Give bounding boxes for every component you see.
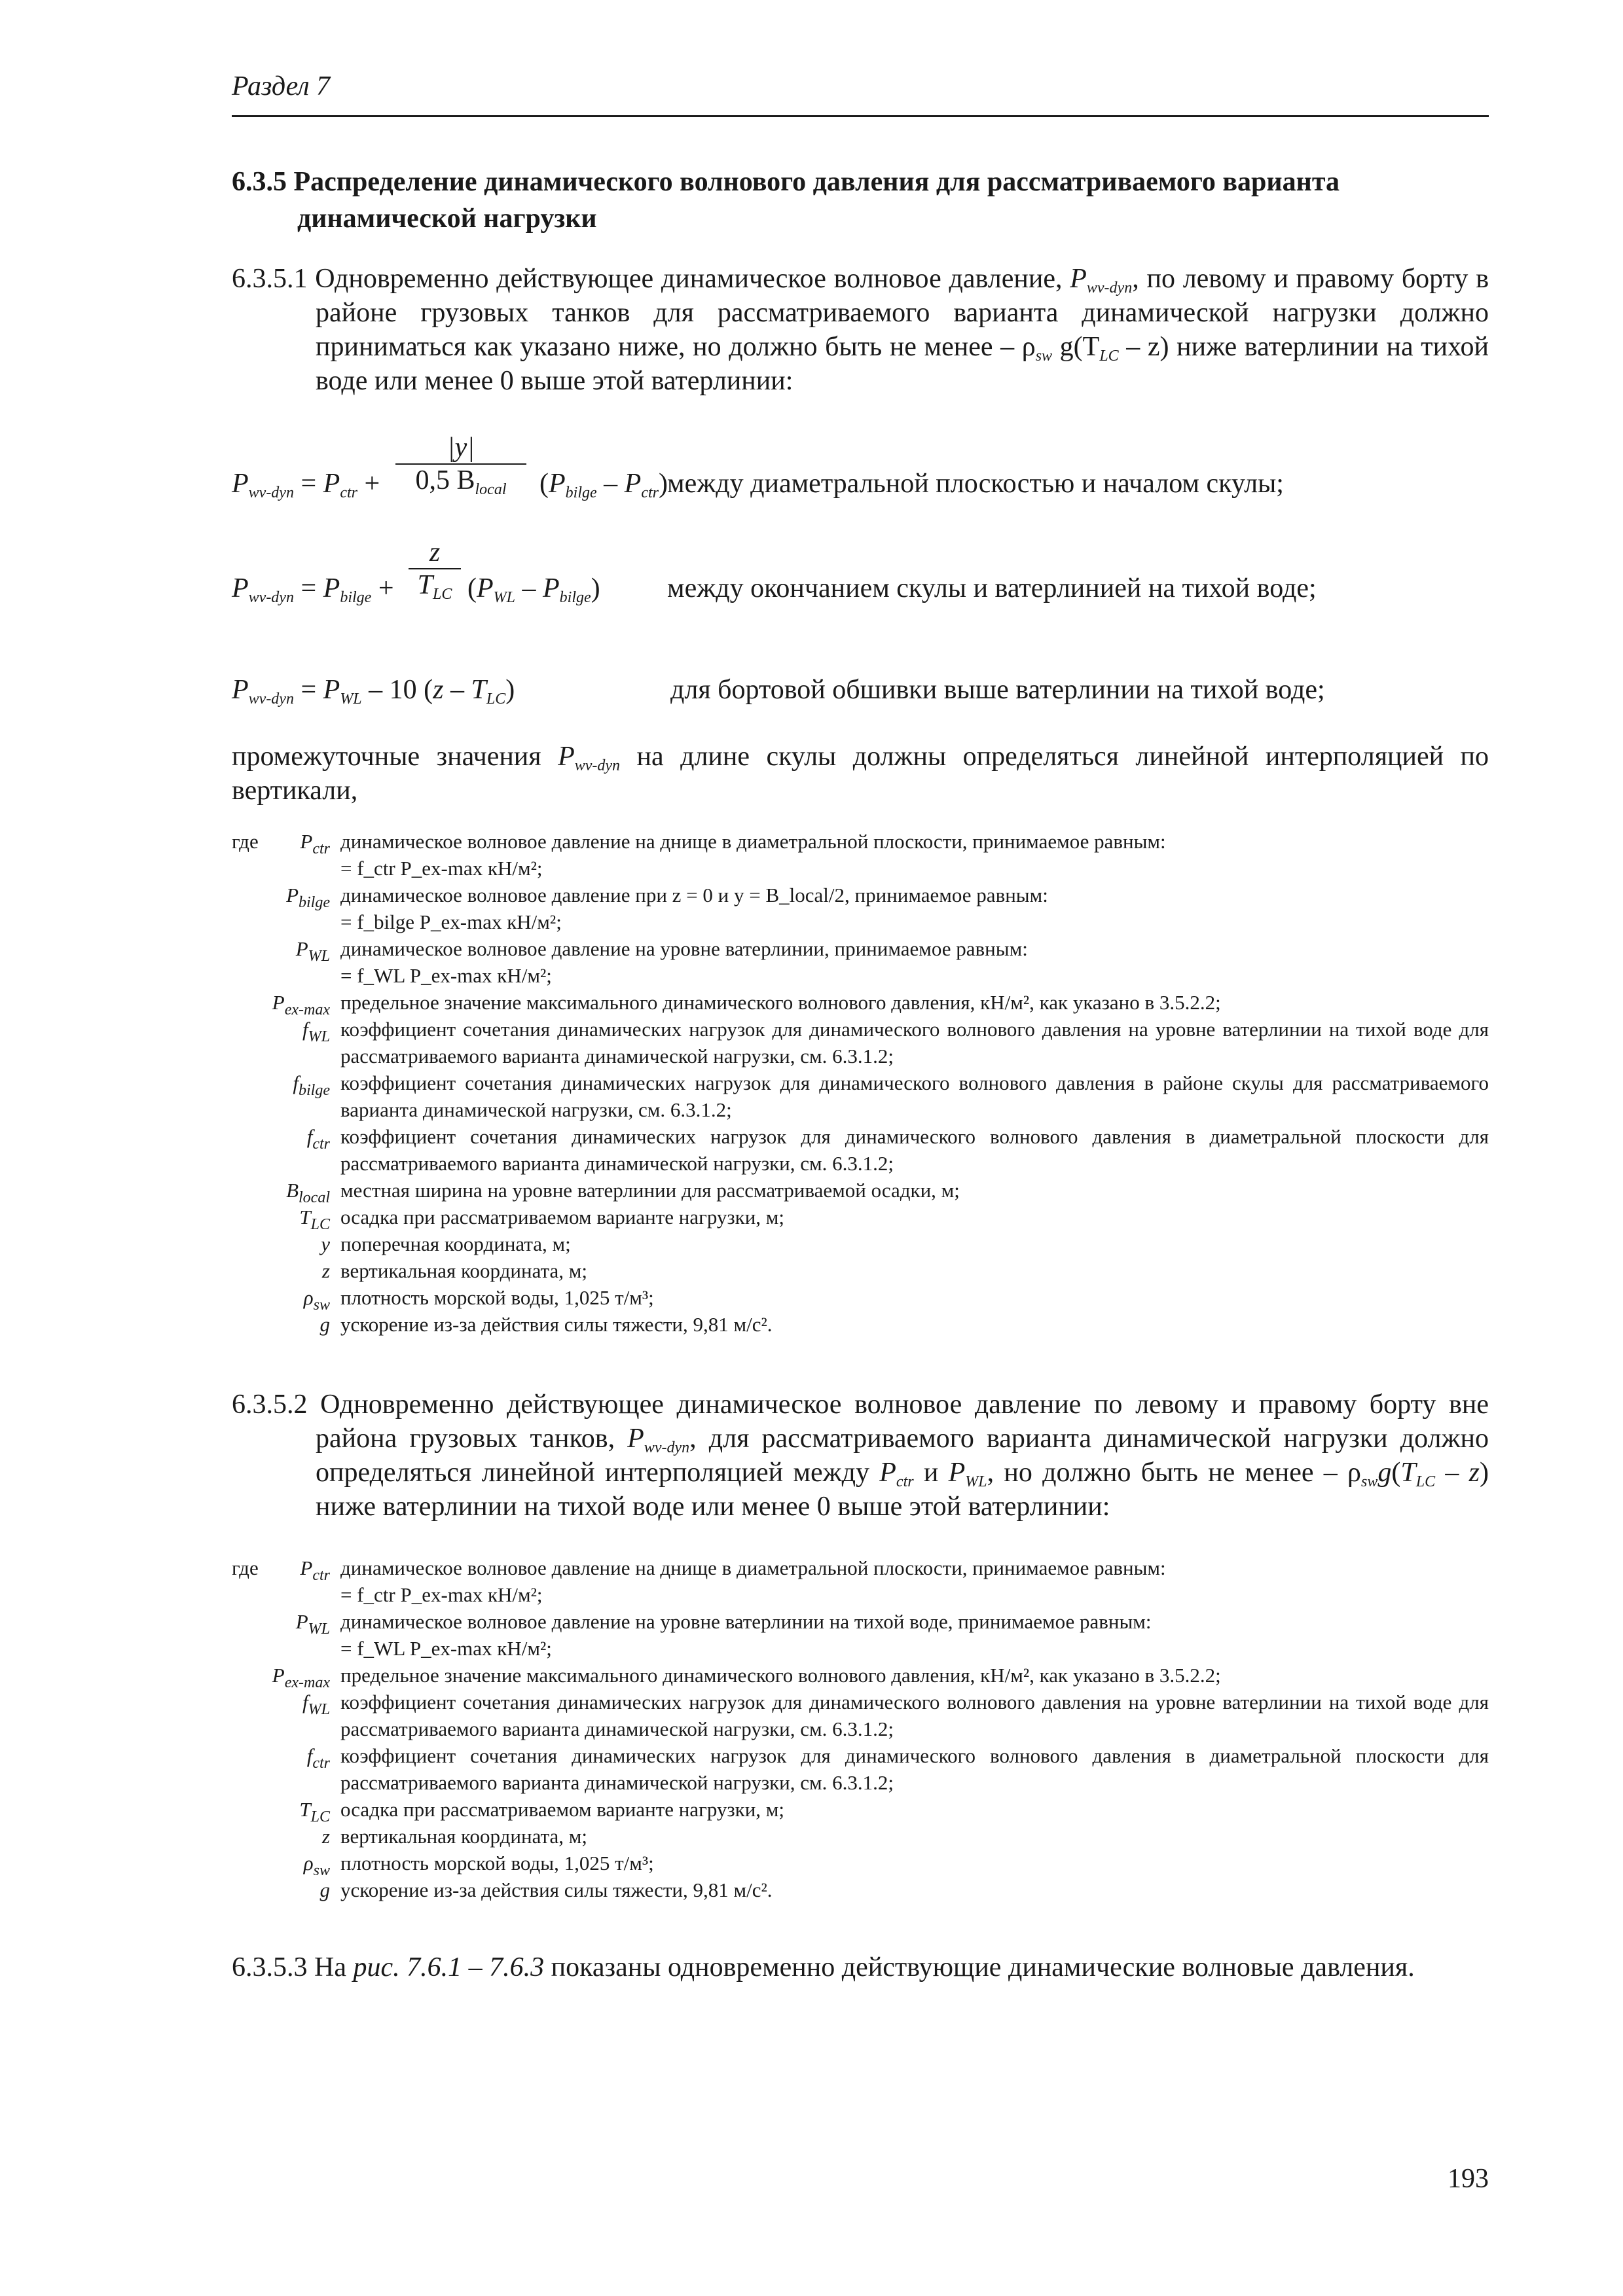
symbol-letter: P	[300, 830, 313, 853]
definition-text: = f_WL P_ex-max кН/м²;	[340, 964, 552, 987]
definition-symbol	[232, 1742, 330, 1772]
definition-symbol	[232, 828, 330, 855]
symbol-subscript: bilge	[299, 1082, 330, 1099]
symbol-letter: P	[272, 1664, 285, 1687]
definition-row	[232, 1608, 1489, 1638]
definition-symbol	[232, 1230, 330, 1257]
where-list-2	[232, 1554, 1489, 1903]
where-label-2: где	[232, 1556, 259, 1579]
definition-symbol	[232, 989, 330, 1016]
symbol-subscript: sw	[313, 1862, 330, 1879]
definition-symbol	[232, 1016, 330, 1043]
definition-text: ускорение из-за действия силы тяжести, 9,81 м/с².	[340, 1313, 773, 1336]
interp-paragraph: промежуточные значения $P_{wv-dyn}$ на длине скулы должны определяться линейной интерполяцией по вертикали,	[232, 742, 1489, 806]
definition-row	[232, 1581, 1489, 1608]
symbol-subscript: ctr	[312, 1136, 330, 1153]
symbol-subscript: WL	[308, 1701, 330, 1718]
paragraph-6-3-5-1	[232, 262, 1489, 398]
symbol-subscript: ctr	[312, 1567, 330, 1584]
definition-row	[232, 935, 1489, 965]
definition-text: = f_ctr P_ex-max кН/м²;	[340, 857, 543, 880]
para3-a: На	[314, 1952, 346, 1982]
definition-text: динамическое волновое давление при z = 0 и y = B_local/2, принимаемое равным:	[340, 884, 1048, 906]
symbol-subscript: WL	[308, 1028, 330, 1045]
para2-number: 6.3.5.2	[232, 1390, 308, 1420]
definition-text: осадка при рассматриваемом варианте нагрузки, м;	[340, 1798, 785, 1821]
section-heading	[232, 164, 1489, 237]
where-list-1	[232, 828, 1489, 1338]
heading-text: 6.3.5 Распределение динамического волнового давления для рассматриваемого варианта динамической нагрузки	[232, 167, 1340, 234]
symbol-letter: P	[272, 991, 285, 1014]
definition-text: поперечная координата, м;	[340, 1232, 571, 1255]
f1-numerator: |y|	[395, 432, 526, 465]
definition-text: вертикальная координата, м;	[340, 1825, 587, 1848]
definition-text: ускорение из-за действия силы тяжести, 9,81 м/с².	[340, 1878, 773, 1901]
definition-row	[232, 989, 1489, 1016]
page-number: 193	[1448, 2164, 1489, 2194]
definition-symbol	[232, 1204, 330, 1233]
definition-row	[232, 1257, 1489, 1284]
definition-row	[232, 1016, 1489, 1069]
symbol-subscript: LC	[310, 1216, 330, 1233]
symbol-subscript: LC	[310, 1808, 330, 1825]
formula-3: $P_{wv-dyn} = P_{WL} - 10$ $(z - T_{LC})$ для бортовой обшивки выше ватерлинии на тихой воде;	[232, 675, 1325, 708]
definition-text: динамическое волновое давление на уровне ватерлинии на тихой воде, принимаемое равным:	[340, 1610, 1152, 1633]
definition-row	[232, 828, 1489, 855]
where-label: где	[232, 830, 259, 853]
definition-text: динамическое волновое давление на днище в диаметральной плоскости, принимаемое равным:	[340, 830, 1166, 853]
definition-text: = f_ctr P_ex-max кН/м²;	[340, 1583, 543, 1606]
f2-denominator: T	[417, 570, 433, 600]
para-text-b: , по левому и правому борту в районе грузовых танков для рассматриваемого варианта динамической нагрузки должно приниматься как указано ниже, но должно быть не менее – ρ	[316, 264, 1489, 362]
symbol-letter: T	[299, 1206, 311, 1229]
symbol-subscript: ex-max	[284, 1674, 330, 1691]
symbol-subscript: local	[299, 1189, 330, 1206]
definition-symbol	[232, 1876, 330, 1903]
definition-row	[232, 1123, 1489, 1177]
f1-desc: между диаметральной плоскостью и началом скулы;	[667, 469, 1284, 499]
interp-b: на длине скулы должны определяться линейной интерполяцией по вертикали,	[232, 742, 1489, 806]
definition-symbol	[232, 1284, 330, 1314]
definition-row	[232, 1204, 1489, 1233]
definition-row	[232, 1069, 1489, 1123]
definition-text: предельное значение максимального динамического волнового давления, кН/м², как указано в 3.5.2.2;	[340, 1664, 1221, 1687]
definition-text: предельное значение максимального динамического волнового давления, кН/м², как указано в 3.5.2.2;	[340, 991, 1221, 1014]
symbol-letter: f	[306, 1125, 313, 1148]
f2-numerator: z	[409, 537, 461, 569]
symbol-letter: g	[319, 1313, 330, 1336]
definition-symbol	[232, 1311, 330, 1338]
f1-denominator: 0,5 B	[415, 465, 475, 495]
definition-row	[232, 962, 1489, 989]
definition-symbol	[232, 1608, 330, 1638]
header-rule	[232, 115, 1489, 117]
sym-sub2: sw	[1035, 348, 1053, 365]
symbol-subscript: WL	[308, 948, 330, 965]
definition-row	[232, 1823, 1489, 1850]
definition-symbol	[232, 1177, 330, 1204]
para2-text-c: но должно быть не менее – ρ	[1004, 1458, 1362, 1488]
symbol-letter: f	[302, 1018, 308, 1041]
symbol-letter: B	[286, 1179, 299, 1202]
definition-row	[232, 1635, 1489, 1662]
definition-text: = f_WL P_ex-max кН/м²;	[340, 1637, 552, 1660]
definition-symbol	[232, 1069, 330, 1099]
definition-row	[232, 1230, 1489, 1257]
para2-text-a: Одновременно действующее динамическое волновое давление по левому и правому борту вне района грузовых танков,	[316, 1390, 1489, 1454]
definition-row	[232, 1662, 1489, 1689]
definition-text: = f_bilge P_ex-max кН/м²;	[340, 910, 562, 933]
definition-symbol	[232, 1257, 330, 1284]
definition-row	[232, 1689, 1489, 1742]
para3-ref: рис. 7.6.1 – 7.6.3	[353, 1952, 545, 1982]
definition-text: динамическое волновое давление на днище в диаметральной плоскости, принимаемое равным:	[340, 1556, 1166, 1579]
definition-text: плотность морской воды, 1,025 т/м³;	[340, 1852, 654, 1874]
symbol-letter: f	[306, 1744, 313, 1767]
symbol-letter: z	[321, 1825, 330, 1848]
symbol-letter: f	[293, 1071, 299, 1094]
para2-text-b: для рассматриваемого варианта динамической нагрузки должно определяться линейной интерполяцией между	[316, 1424, 1489, 1488]
definition-symbol	[232, 1123, 330, 1153]
definition-symbol	[232, 1689, 330, 1718]
definition-text: коэффициент сочетания динамических нагрузок для динамического волнового давления в диаметральной плоскости для рассматриваемого варианта динамической нагрузки, см. 6.3.1.2;	[340, 1744, 1489, 1794]
definition-text: коэффициент сочетания динамических нагрузок для динамического волнового давления в районе скулы для рассматриваемого варианта динамической нагрузки, см. 6.3.1.2;	[340, 1071, 1489, 1121]
f3-desc: для бортовой обшивки выше ватерлинии на тихой воде;	[670, 675, 1325, 705]
definition-row	[232, 1554, 1489, 1584]
paragraph-6-3-5-2: 6.3.5.2 Одновременно действующее динамическое волновое давление по левому и правому борту вне района грузовых танков, $P_{wv-dyn}$, для рассматриваемого варианта динамической нагрузки должно определяться линейной интерполяцией между $P_{ctr}$ и $P_{WL}$, но должно быть не менее – $\rho_{sw}g(T_{LC} - z)$ ниже ватерлинии на тихой воде или менее 0 выше этой ватерлинии:	[232, 1390, 1489, 1522]
definition-text: осадка при рассматриваемом варианте нагрузки, м;	[340, 1206, 785, 1229]
para-number: 6.3.5.1	[232, 264, 308, 294]
symbol-letter: f	[302, 1691, 308, 1713]
sym-p: P	[1070, 264, 1087, 294]
definition-symbol	[232, 882, 330, 911]
definition-symbol	[232, 1796, 330, 1823]
definition-row	[232, 1742, 1489, 1796]
definition-text: коэффициент сочетания динамических нагрузок для динамического волнового давления на уровне ватерлинии на тихой воде для рассматриваемого варианта динамической нагрузки, см. 6.3.1.2;	[340, 1018, 1489, 1067]
definition-text: вертикальная координата, м;	[340, 1259, 587, 1282]
paragraph-6-3-5-3	[232, 1950, 1489, 1984]
symbol-letter: P	[300, 1556, 313, 1579]
definition-row	[232, 1311, 1489, 1338]
definition-symbol	[232, 1554, 330, 1584]
definition-row	[232, 1177, 1489, 1204]
symbol-letter: ρ	[303, 1852, 314, 1874]
definition-text: местная ширина на уровне ватерлинии для рассматриваемой осадки, м;	[340, 1179, 960, 1202]
symbol-subscript: sw	[313, 1297, 330, 1314]
symbol-letter: g	[319, 1878, 330, 1901]
definition-text: плотность морской воды, 1,025 т/м³;	[340, 1286, 654, 1309]
definition-symbol	[232, 935, 330, 965]
symbol-subscript: WL	[308, 1621, 330, 1638]
symbol-subscript: ctr	[312, 840, 330, 857]
definition-symbol	[232, 1850, 330, 1879]
definition-text: динамическое волновое давление на уровне ватерлинии, принимаемое равным:	[340, 937, 1028, 960]
para3-number: 6.3.5.3	[232, 1952, 308, 1982]
section-header: Раздел 7	[232, 71, 331, 101]
definition-row	[232, 908, 1489, 935]
symbol-letter: y	[321, 1232, 330, 1255]
symbol-subscript: ctr	[312, 1755, 330, 1772]
symbol-letter: P	[286, 884, 299, 906]
definition-symbol	[232, 1662, 330, 1689]
definition-text: коэффициент сочетания динамических нагрузок для динамического волнового давления на уровне ватерлинии на тихой воде для рассматриваемого варианта динамической нагрузки, см. 6.3.1.2;	[340, 1691, 1489, 1740]
para-text-c: g(T	[1052, 332, 1100, 362]
symbol-subscript: bilge	[299, 894, 330, 911]
symbol-letter: ρ	[303, 1286, 314, 1309]
definition-symbol	[232, 1823, 330, 1850]
definition-text: коэффициент сочетания динамических нагрузок для динамического волнового давления в диаметральной плоскости для рассматриваемого варианта динамической нагрузки, см. 6.3.1.2;	[340, 1125, 1489, 1175]
para-text-a: Одновременно действующее динамическое волновое давление,	[315, 264, 1063, 294]
symbol-letter: z	[321, 1259, 330, 1282]
symbol-letter: P	[295, 1610, 308, 1633]
sym-sub3: LC	[1099, 348, 1119, 365]
interp-a: промежуточные значения	[232, 742, 541, 772]
symbol-subscript: ex-max	[284, 1001, 330, 1018]
f2-desc: между окончанием скулы и ватерлинией на тихой воде;	[667, 573, 1317, 603]
definition-row	[232, 1876, 1489, 1903]
definition-row	[232, 882, 1489, 911]
para-text-d: – z) ниже ватерлинии на тихой воде или менее 0 выше этой ватерлинии:	[316, 332, 1489, 396]
definition-row	[232, 855, 1489, 882]
para3-b: показаны одновременно действующие динамические волновые давления.	[551, 1952, 1415, 1982]
symbol-letter: P	[295, 937, 308, 960]
sym-sub: wv-dyn	[1086, 279, 1133, 296]
symbol-letter: T	[299, 1798, 311, 1821]
definition-row	[232, 1796, 1489, 1823]
para2-text-d: ниже ватерлинии на тихой воде или менее 0 выше этой ватерлинии:	[316, 1492, 1110, 1522]
definition-row	[232, 1284, 1489, 1314]
definition-row	[232, 1850, 1489, 1879]
